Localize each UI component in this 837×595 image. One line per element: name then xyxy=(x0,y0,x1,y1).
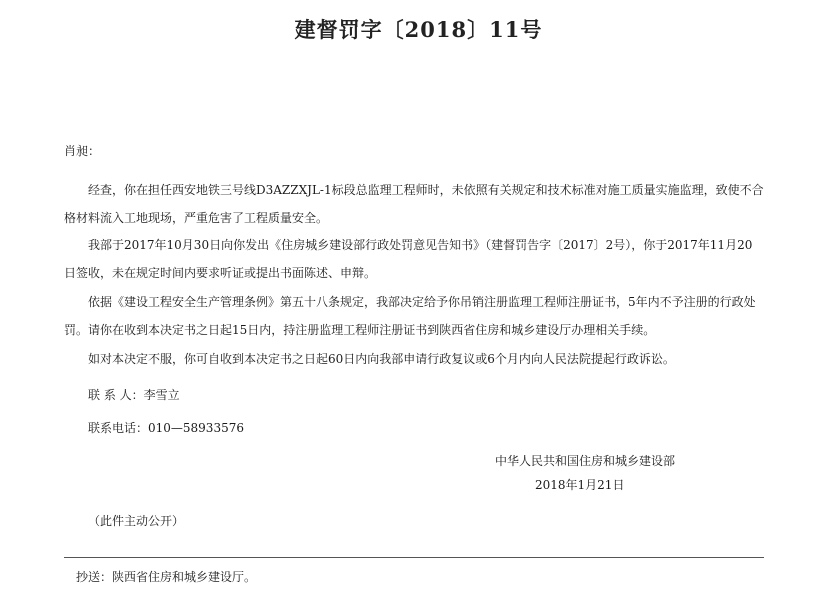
paragraph-decision: 依据《建设工程安全生产管理条例》第五十八条规定，我部决定给予你吊销注册监理工程师注册证书，5年内不予注册的行政处罚。请你在收到本决定书之日起15日内，持注册监理工程师注册证书到陕西省住房和城乡建设厅办理相关手续。 xyxy=(64,295,756,337)
document-title: 建督罚字〔2018〕11号 xyxy=(294,17,543,42)
issuing-authority: 中华人民共和国住房和城乡建设部 xyxy=(495,454,676,468)
contact-phone: 联系电话：010—58933576 xyxy=(88,421,244,435)
cc-line: 抄送：陕西省住房和城乡建设厅。 xyxy=(76,570,257,584)
salutation: 肖昶： xyxy=(64,144,101,158)
divider xyxy=(64,557,764,558)
paragraph-appeal: 如对本决定不服，你可自收到本决定书之日起60日内向我部申请行政复议或6个月内向人民法院提起行政诉讼。 xyxy=(88,352,675,366)
paragraph-notice: 我部于2017年10月30日向你发出《住房城乡建设部行政处罚意见告知书》（建督罚告字〔2017〕2号），你于2017年11月20日签收，未在规定时间内要求听证或提出书面陈述、申辩。 xyxy=(64,238,753,280)
contact-person: 联 系 人：李雪立 xyxy=(88,388,180,402)
paragraph-findings: 经查，你在担任西安地铁三号线D3AZZXJL-1标段总监理工程师时，未依照有关规定和技术标准对施工质量实施监理，致使不合格材料流入工地现场，严重危害了工程质量安全。 xyxy=(64,183,764,225)
issue-date: 2018年1月21日 xyxy=(535,478,625,492)
public-disclosure-note: （此件主动公开） xyxy=(88,514,185,528)
